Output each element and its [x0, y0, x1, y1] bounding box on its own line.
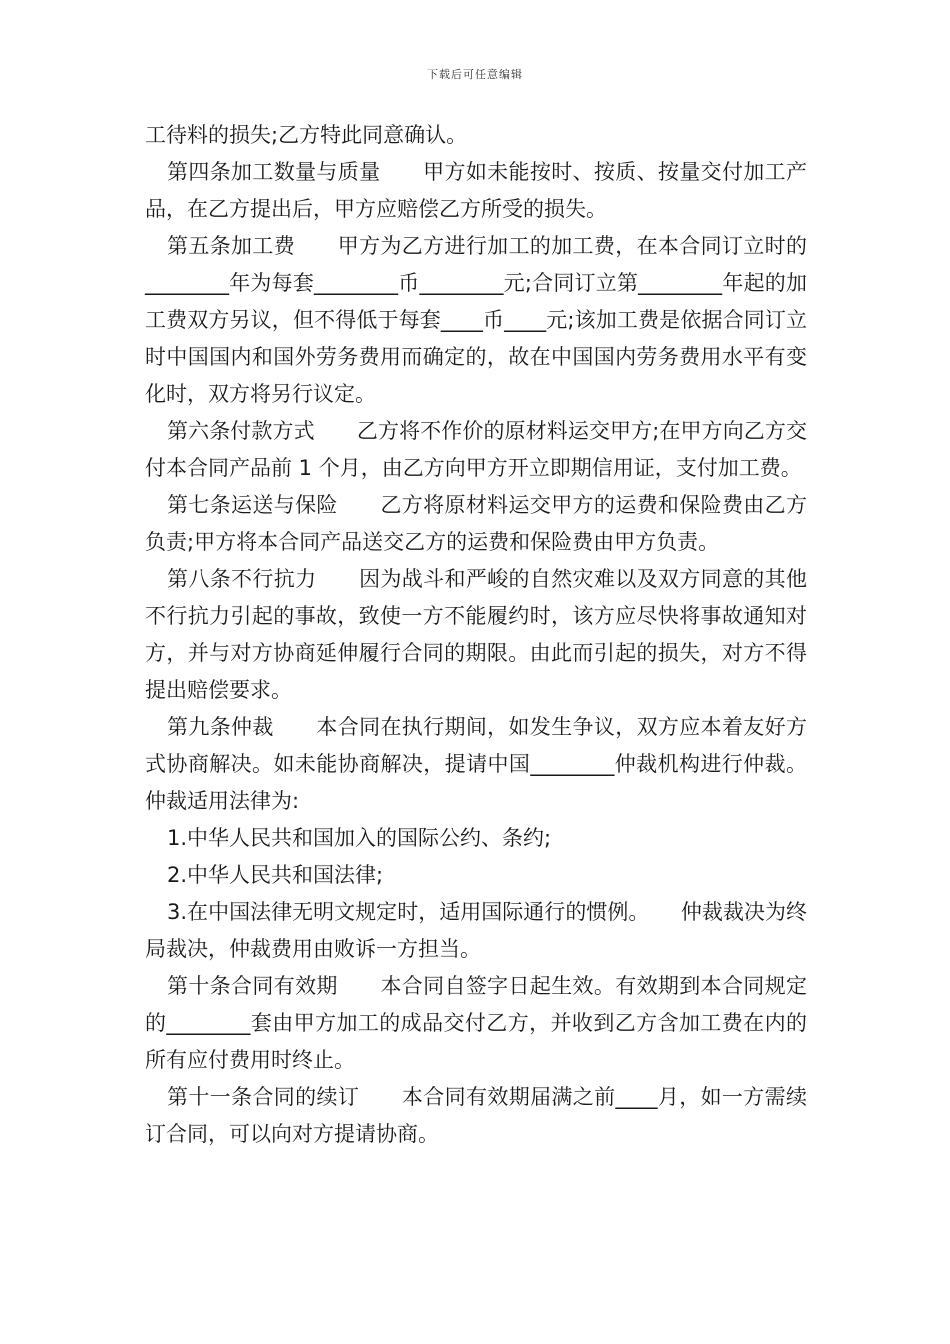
paragraph-article-9: 第九条仲裁 本合同在执行期间，如发生争议，双方应本着友好方式协商解决。如未能协商解决，提请中国________仲裁机构进行仲裁。仲裁适用法律为: — [145, 715, 807, 813]
list-item-2: 2.中华人民共和国法律; — [167, 863, 384, 887]
page-header: 下载后可任意编辑 — [427, 68, 523, 81]
paragraph-article-11: 第十一条合同的续订 本合同有效期届满之前____月，如一方需续订合同，可以向对方提请协商。 — [145, 1085, 807, 1146]
contract-body — [145, 117, 807, 1153]
paragraph-article-10: 第十条合同有效期 本合同自签字日起生效。有效期到本合同规定的________套由甲方加工的成品交付乙方，并收到乙方含加工费在内的所有应付费用时终止。 — [145, 974, 807, 1072]
list-item-3: 3.在中国法律无明文规定时，适用国际通行的惯例。 仲裁裁决为终局裁决，仲裁费用由败诉一方担当。 — [145, 900, 807, 961]
paragraph-article-5: 第五条加工费 甲方为乙方进行加工的加工费，在本合同订立时的________年为每套________币________元;合同订立第________年起的加工费双方另议，但不得低于每套____币____元;该加工费是依据合同订立时中国国内和国外劳务费用而确定的，故在中国国内劳务费用水平有变化时，双方将另行议定。 — [145, 234, 807, 406]
paragraph-article-8: 第八条不行抗力 因为战斗和严峻的自然灾难以及双方同意的其他不行抗力引起的事故，致使一方不能履约时，该方应尽快将事故通知对方，并与对方协商延伸履行合同的期限。由此而引起的损失，对方不得提出赔偿要求。 — [145, 567, 807, 702]
paragraph-article-4: 第四条加工数量与质量 甲方如未能按时、按质、按量交付加工产品，在乙方提出后，甲方应赔偿乙方所受的损失。 — [145, 160, 807, 221]
paragraph-article-7: 第七条运送与保险 乙方将原材料运交甲方的运费和保险费由乙方负责;甲方将本合同产品送交乙方的运费和保险费由甲方负责。 — [145, 493, 807, 554]
list-item-1: 1.中华人民共和国加入的国际公约、条约; — [167, 826, 552, 850]
paragraph-article-6: 第六条付款方式 乙方将不作价的原材料运交甲方;在甲方向乙方交付本合同产品前 1 个月，由乙方向甲方开立即期信用证，支付加工费。 — [145, 419, 807, 480]
paragraph-continuation: 工待料的损失;乙方特此同意确认。 — [145, 123, 468, 147]
